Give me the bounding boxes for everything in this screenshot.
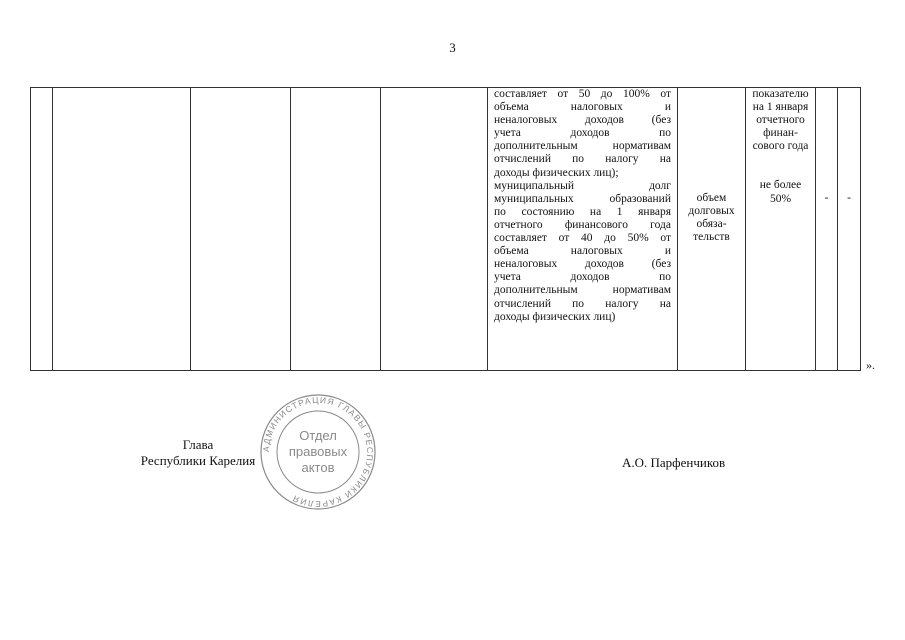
value-top-text: показателю на 1 января отчетного финан-сового года	[752, 88, 809, 153]
signatory-name: А.О. Парфенчиков	[622, 455, 726, 470]
signatory-title-line: Республики Карелия	[140, 453, 256, 468]
stamp-text-line: правовых	[288, 444, 348, 459]
table-cell-empty	[291, 88, 381, 371]
criteria-line: учета доходов по	[494, 271, 671, 284]
table-cell-empty	[31, 88, 53, 371]
dash-text: -	[824, 192, 829, 204]
signatory-title-line: Глава	[182, 437, 214, 452]
continuation-table	[30, 87, 861, 371]
page-number: 3	[449, 40, 456, 55]
criteria-line: отчислений по налогу на	[494, 297, 671, 310]
dash-cell	[816, 88, 838, 371]
criteria-line: муниципальных образований	[494, 192, 671, 205]
criteria-line: составляет от 50 до 100% от	[494, 88, 671, 100]
indicator-cell	[678, 88, 746, 371]
criteria-line: дополнительным нормативам	[494, 284, 671, 297]
table-cell-empty	[53, 88, 191, 371]
criteria-line: доходы физических лиц)	[494, 310, 616, 323]
stamp-ring-text: АДМИНИСТРАЦИЯ ГЛАВЫ РЕСПУБЛИКИ КАРЕЛИЯ	[260, 394, 376, 510]
criteria-line: неналоговых доходов (без	[494, 114, 671, 127]
criteria-line: по состоянию на 1 января	[494, 205, 671, 218]
criteria-line: муниципальный долг	[494, 179, 671, 192]
criteria-line: отчислений по налогу на	[494, 153, 671, 166]
table-cell-empty	[191, 88, 291, 371]
criteria-line: объема налоговых и	[494, 245, 671, 258]
value-cell	[746, 88, 816, 371]
dash-cell	[838, 88, 861, 371]
criteria-line: объема налоговых и	[494, 101, 671, 114]
criteria-line: дополнительным нормативам	[494, 140, 671, 153]
indicator-text: объем долговых обяза-тельств	[688, 192, 735, 244]
dash-text: -	[847, 192, 851, 204]
closing-quote: ».	[866, 358, 875, 372]
table-row	[31, 88, 861, 371]
signatory-title	[133, 437, 263, 469]
criteria-line: составляет от 40 до 50% от	[494, 232, 671, 245]
official-stamp	[258, 392, 378, 512]
stamp-text-line: Отдел	[299, 428, 337, 443]
stamp-text-line: актов	[301, 460, 335, 475]
table-cell-empty	[381, 88, 488, 371]
criteria-line: учета доходов по	[494, 127, 671, 140]
criteria-line: доходы физических лиц);	[494, 166, 619, 179]
value-limit-text: не более 50%	[759, 179, 802, 205]
criteria-line: отчетного финансового года	[494, 218, 671, 231]
criteria-line: неналоговых доходов (без	[494, 258, 671, 271]
criteria-cell	[488, 88, 678, 371]
